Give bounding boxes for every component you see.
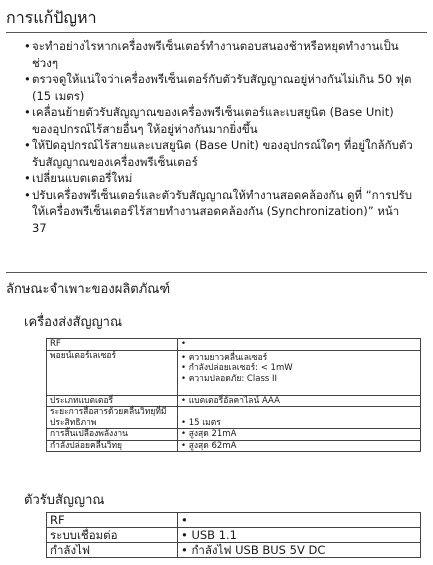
- spec-label: RF: [47, 513, 178, 528]
- spec-value: • ความยาวคลื่นเลเซอร์ • กำลังปล่อยเลเซอร์: < 1mW • ความปลอดภัย: Class II: [178, 350, 421, 395]
- table-row: [47, 407, 421, 429]
- list-item: • ตรวจดูให้แน่ใจว่าเครื่องพรีเซ็นเตอร์กับตัวรับสัญญาณอยู่ห่างกันไม่เกิน 50 ฟุต (15 เมตร): [24, 71, 416, 104]
- section-divider: [6, 272, 427, 273]
- table-row: [47, 543, 421, 558]
- list-item: • เคลื่อนย้ายตัวรับสัญญาณของเครื่องพรีเซ็นเตอร์และเบสยูนิต (Base Unit) ของอุปกรณ์ไร้สายอื่นๆ ให้อยู่ห่างกันมากยิ่งขึ้น: [24, 104, 416, 137]
- list-item: • ให้ปิดอุปกรณ์ไร้สายและเบสยูนิต (Base Unit) ของอุปกรณ์ใดๆ ที่อยู่ใกล้กับตัวรับสัญญาณของเครื่องพรีเซ็นเตอร์: [24, 137, 416, 170]
- spec-value: [178, 513, 421, 528]
- table-row: [47, 440, 421, 452]
- spec-label: RF: [47, 339, 178, 351]
- spec-label: ประเภทแบตเตอรี่: [47, 395, 178, 407]
- spec-value: • สูงสุด 21mA: [178, 429, 421, 441]
- spec-value: [178, 339, 421, 351]
- transmitter-heading: เครื่องส่งสัญญาณ: [24, 315, 123, 330]
- spec-value: • USB 1.1: [178, 528, 421, 543]
- spec-value: • 15 เมตร: [178, 407, 421, 429]
- list-item: • จะทำอย่างไรหากเครื่องพรีเซ็นเตอร์ทำงานตอบสนองช้าหรือหยุดทำงานเป็นช่วงๆ: [24, 38, 416, 71]
- troubleshooting-list: [24, 38, 416, 236]
- spec-label: กำลังปล่อยคลื่นวิทยุ: [47, 440, 178, 452]
- table-row: [47, 528, 421, 543]
- spec-value: • สูงสุด 62mA: [178, 440, 421, 452]
- table-row: [47, 350, 421, 395]
- spec-label: กำลังไฟ: [47, 543, 178, 558]
- spec-label: ระบบเชื่อมต่อ: [47, 528, 178, 543]
- table-row: [47, 395, 421, 407]
- troubleshooting-title: การแก้ปัญหา: [6, 8, 97, 27]
- spec-label: ระยะการสื่อสารด้วยคลื่นวิทยุที่มีประสิทธิภาพ: [47, 407, 178, 429]
- transmitter-spec-table: [46, 338, 421, 452]
- list-item: • ปรับเครื่องพรีเซ็นเตอร์และตัวรับสัญญาณให้ทำงานสอดคล้องกัน ดูที่ “การปรับให้เครื่องพรีเซ็นเตอร์ไร้สายทำงานสอดคล้องกัน (Synchronization)” หน้า 37: [24, 187, 416, 237]
- specs-title: ลักษณะจำเพาะของผลิตภัณฑ์: [6, 282, 171, 297]
- spec-value: • แบตเตอรี่อัลคาไลน์ AAA: [178, 395, 421, 407]
- spec-label: พอยน์เตอร์เลเซอร์: [47, 350, 178, 395]
- spec-label: การสิ้นเปลืองพลังงาน: [47, 429, 178, 441]
- list-item: • เปลี่ยนแบตเตอรี่ใหม่: [24, 170, 416, 187]
- receiver-spec-table: [46, 512, 421, 558]
- table-row: [47, 429, 421, 441]
- receiver-heading: ตัวรับสัญญาณ: [24, 493, 105, 508]
- spec-value: • กำลังไฟ USB BUS 5V DC: [178, 543, 421, 558]
- table-row: [47, 513, 421, 528]
- table-row: [47, 339, 421, 351]
- title-divider: [6, 32, 427, 33]
